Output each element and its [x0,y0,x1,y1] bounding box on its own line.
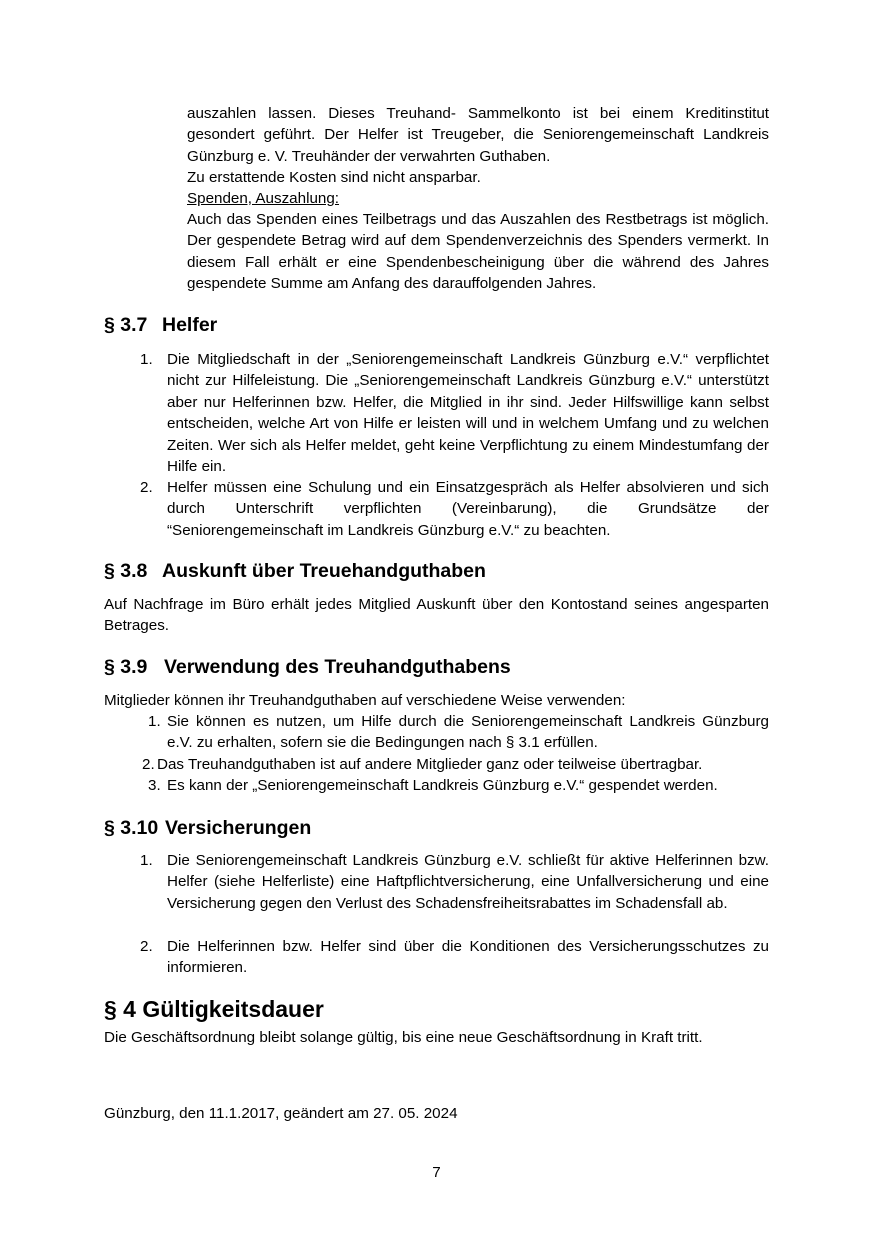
section-3-7-heading [104,314,217,337]
list-text: Die Mitgliedschaft in der „Seniorengemeinschaft Landkreis Günzburg e.V.“ verpflichtet nicht zur Hilfeleistung. Die „Seniorengemeinschaft Landkreis Günzburg e.V.“ unterstützt aber nur Helferinnen bzw. Helfer, die Mitglied in ihr sind. Jeder Hilfswillige kann selbst entscheiden, welche Art von Hilfe er leisten will und in welchem Umfang und zu welchen Zeiten. Wer sich als Helfer meldet, geht keine Verpflichtung zu einem Mindestumfang der Hilfe ein. [167,351,769,476]
list-item [148,711,769,754]
list-item [140,850,769,936]
section-number: § 3.9 [104,656,148,678]
section-title: Helfer [162,314,218,336]
section-4-heading: § 4 Gültigkeitsdauer [104,996,324,1022]
section-number: § 3.8 [104,560,148,582]
section-number: § 3.10 [104,817,159,839]
place-date: Günzburg, den 11.1.2017, geändert am 27. 05. 2024 [104,1105,458,1122]
list-text: Das Treuhandguthaben ist auf andere Mitglieder ganz oder teilweise übertragbar. [157,756,703,773]
list-number: 2. [140,479,153,496]
section-3-8-heading [104,560,486,583]
section-number: § 3.7 [104,314,148,336]
section-3-8-text: Auf Nachfrage im Büro erhält jedes Mitglied Auskunft über den Kontostand seines angesparten Betrages. [104,596,769,635]
list-number: 3. [148,777,161,794]
page-number: 7 [432,1164,441,1181]
list-text: Die Helferinnen bzw. Helfer sind über die Konditionen des Versicherungsschutzes zu informieren. [167,938,769,977]
list-number: 1. [148,713,161,730]
list-item [140,349,769,477]
section-title: Versicherungen [165,817,312,839]
continuation-paragraph-3: Auch das Spenden eines Teilbetrags und das Auszahlen des Restbetrags ist möglich. Der gespendete Betrag wird auf dem Spendenverzeichnis des Spenders vermerkt. In diesem Fall erhält er eine Spendenbescheinigung über die während des Jahres gespendete Summe am Anfang des darauffolgenden Jahres. [187,211,769,293]
list-item [140,936,769,979]
list-item [142,754,769,775]
continuation-paragraph-1: auszahlen lassen. Dieses Treuhand- Sammelkonto ist bei einem Kreditinstitut gesondert geführt. Der Helfer ist Treugeber, die Seniorengemeinschaft Landkreis Günzburg e. V. Treuhänder der verwahrten Guthaben. [187,105,769,165]
donation-subheading: Spenden, Auszahlung: [187,190,340,207]
list-item [140,477,769,541]
section-title: Verwendung des Treuhandguthabens [164,656,511,678]
list-number: 2. [140,938,153,955]
list-number: 1. [140,852,153,869]
section-3-9-intro: Mitglieder können ihr Treuhandguthaben auf verschiedene Weise verwenden: [104,692,626,709]
list-text: Es kann der „Seniorengemeinschaft Landkreis Günzburg e.V.“ gespendet werden. [167,777,718,794]
continuation-paragraph-2: Zu erstattende Kosten sind nicht ansparbar. [187,169,481,186]
section-3-10-heading [104,817,311,840]
list-text: Sie können es nutzen, um Hilfe durch die Seniorengemeinschaft Landkreis Günzburg e.V. zu erhalten, sofern sie die Bedingungen nach § 3.1 erfüllen. [167,713,769,752]
section-title: Auskunft über Treuehandguthaben [162,560,486,582]
list-number: 1. [140,351,153,368]
list-number: 2. [142,756,155,773]
list-text: Die Seniorengemeinschaft Landkreis Günzburg e.V. schließt für aktive Helferinnen bzw. Helfer (siehe Helferliste) eine Haftpflichtversicherung, eine Unfallversicherung und eine Versicherung gegen den Verlust des Schadensfreiheitsrabattes im Schadensfall ab. [167,852,769,912]
section-4-text: Die Geschäftsordnung bleibt solange gültig, bis eine neue Geschäftsordnung in Kraft tritt. [104,1029,703,1046]
list-item [148,775,769,796]
list-text: Helfer müssen eine Schulung und ein Einsatzgespräch als Helfer absolvieren und sich durch Unterschrift verpflichten (Vereinbarung), die Grundsätze der “Seniorengemeinschaft im Landkreis Günzburg e.V.“ zu beachten. [167,479,769,539]
section-3-9-heading [104,656,511,679]
